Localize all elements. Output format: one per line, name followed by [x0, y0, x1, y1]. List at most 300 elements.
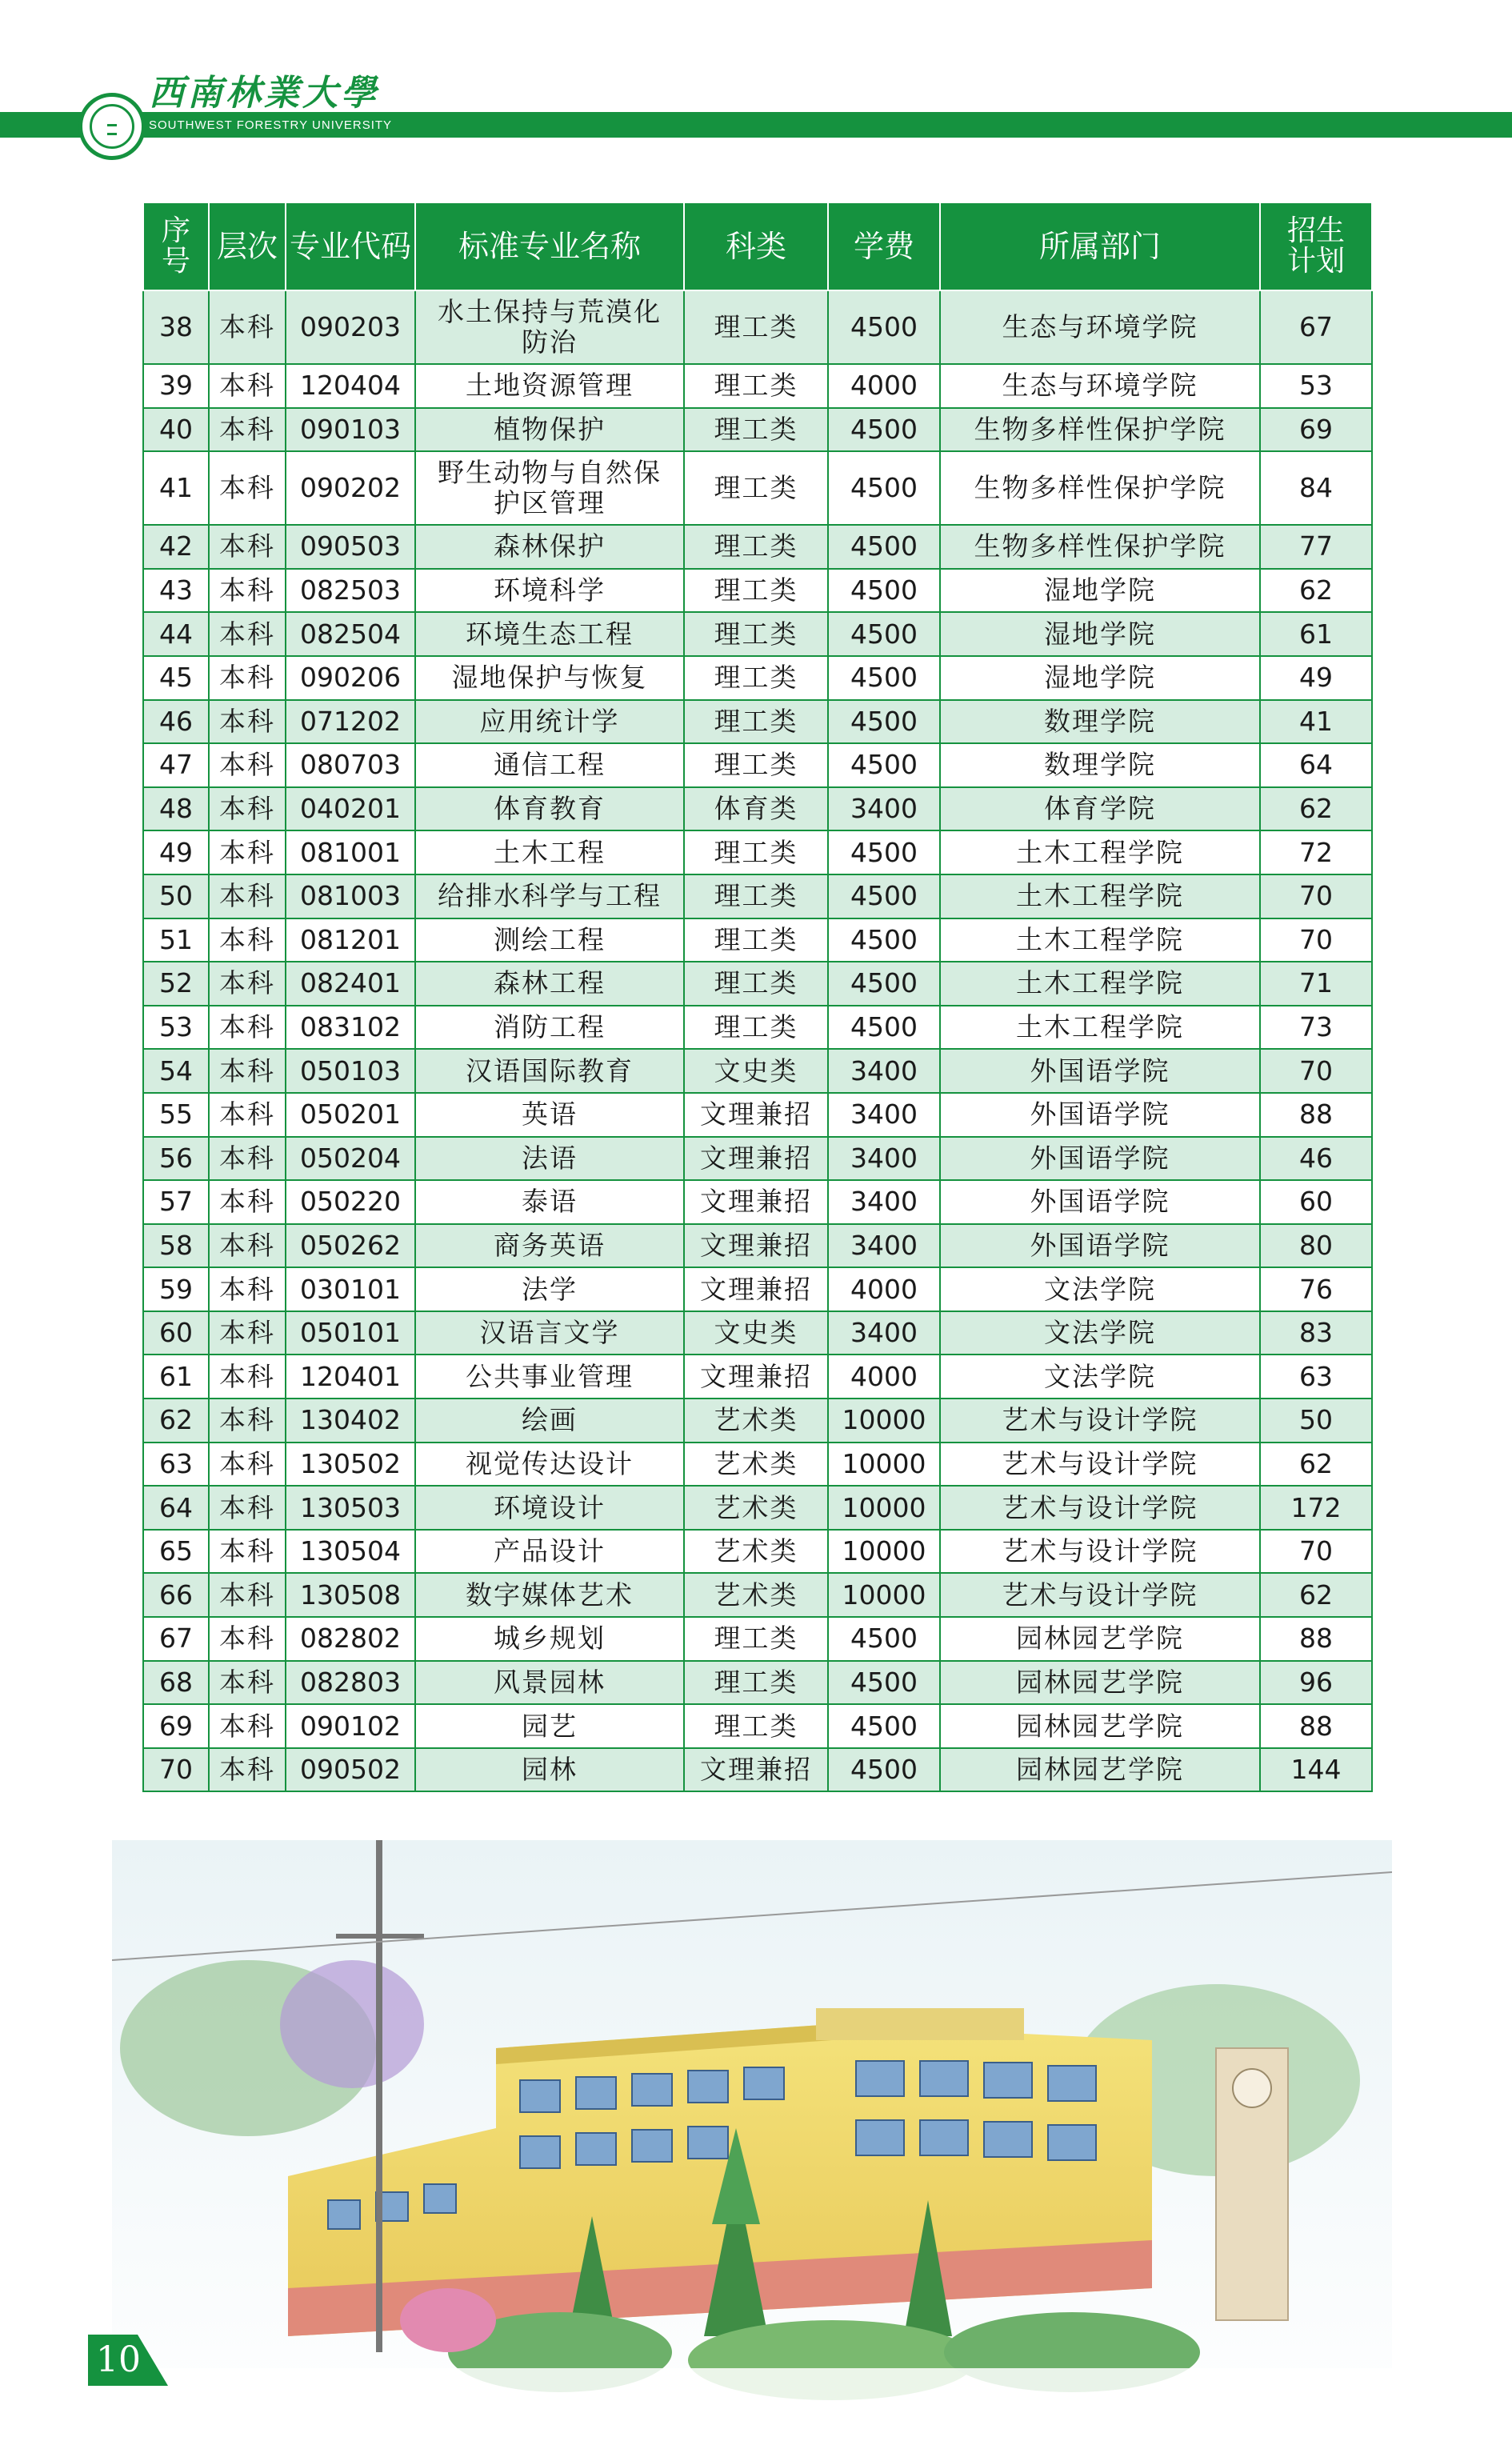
cell-code: 081201 — [286, 918, 415, 962]
cell-code: 050262 — [286, 1224, 415, 1268]
cell-tuition: 10000 — [828, 1399, 940, 1443]
cell-department: 生物多样性保护学院 — [940, 525, 1260, 569]
cell-level: 本科 — [209, 1486, 286, 1530]
cell-major-name: 消防工程 — [415, 1006, 684, 1050]
cell-category: 文理兼招 — [684, 1093, 828, 1137]
cell-index: 66 — [143, 1573, 209, 1617]
table-row — [143, 1180, 1372, 1224]
page-number: 10 — [96, 2339, 141, 2380]
cell-category: 文理兼招 — [684, 1137, 828, 1181]
table-row — [143, 612, 1372, 656]
university-seal-icon — [78, 93, 146, 160]
cell-level: 本科 — [209, 408, 286, 452]
table-row — [143, 918, 1372, 962]
cell-level: 本科 — [209, 1530, 286, 1574]
cell-index: 58 — [143, 1224, 209, 1268]
cell-category: 理工类 — [684, 364, 828, 408]
cell-index: 62 — [143, 1399, 209, 1443]
cell-level: 本科 — [209, 1704, 286, 1748]
cell-index: 64 — [143, 1486, 209, 1530]
cell-major-name: 园林 — [415, 1748, 684, 1792]
table-row — [143, 1355, 1372, 1399]
cell-category: 理工类 — [684, 656, 828, 700]
cell-tuition: 10000 — [828, 1486, 940, 1530]
cell-code: 050103 — [286, 1049, 415, 1093]
cell-code: 090206 — [286, 656, 415, 700]
university-name-cn: 西南林業大學 — [149, 73, 379, 114]
cell-tuition: 4500 — [828, 743, 940, 787]
cell-department: 湿地学院 — [940, 656, 1260, 700]
cell-category: 文理兼招 — [684, 1180, 828, 1224]
cell-major-name: 数字媒体艺术 — [415, 1573, 684, 1617]
cell-code: 090203 — [286, 290, 415, 364]
cell-quota: 60 — [1260, 1180, 1372, 1224]
table-row — [143, 364, 1372, 408]
col-header-department: 所属部门 — [940, 202, 1260, 290]
cell-level: 本科 — [209, 1617, 286, 1661]
table-header-row — [143, 202, 1372, 290]
cell-category: 文理兼招 — [684, 1224, 828, 1268]
cell-department: 艺术与设计学院 — [940, 1399, 1260, 1443]
cell-level: 本科 — [209, 874, 286, 918]
cell-department: 外国语学院 — [940, 1049, 1260, 1093]
cell-quota: 80 — [1260, 1224, 1372, 1268]
cell-index: 60 — [143, 1311, 209, 1355]
cell-major-name: 公共事业管理 — [415, 1355, 684, 1399]
cell-quota: 71 — [1260, 962, 1372, 1006]
cell-category: 文史类 — [684, 1311, 828, 1355]
cell-category: 理工类 — [684, 451, 828, 525]
cell-level: 本科 — [209, 787, 286, 831]
cell-major-name: 植物保护 — [415, 408, 684, 452]
cell-index: 41 — [143, 451, 209, 525]
cell-category: 理工类 — [684, 1704, 828, 1748]
table-row — [143, 1224, 1372, 1268]
cell-tuition: 4500 — [828, 408, 940, 452]
cell-department: 园林园艺学院 — [940, 1748, 1260, 1792]
table-row — [143, 1617, 1372, 1661]
cell-tuition: 4500 — [828, 1617, 940, 1661]
cell-department: 土木工程学院 — [940, 918, 1260, 962]
cell-index: 47 — [143, 743, 209, 787]
cell-quota: 50 — [1260, 1399, 1372, 1443]
cell-category: 理工类 — [684, 1661, 828, 1705]
cell-department: 生态与环境学院 — [940, 290, 1260, 364]
cell-quota: 88 — [1260, 1617, 1372, 1661]
table-row — [143, 1049, 1372, 1093]
cell-index: 67 — [143, 1617, 209, 1661]
cell-department: 艺术与设计学院 — [940, 1530, 1260, 1574]
cell-index: 46 — [143, 700, 209, 744]
cell-tuition: 4500 — [828, 700, 940, 744]
cell-level: 本科 — [209, 1137, 286, 1181]
cell-quota: 69 — [1260, 408, 1372, 452]
cell-index: 56 — [143, 1137, 209, 1181]
cell-quota: 70 — [1260, 874, 1372, 918]
cell-category: 艺术类 — [684, 1573, 828, 1617]
cell-quota: 62 — [1260, 1573, 1372, 1617]
cell-code: 130508 — [286, 1573, 415, 1617]
cell-department: 数理学院 — [940, 743, 1260, 787]
cell-quota: 70 — [1260, 1049, 1372, 1093]
cell-category: 文理兼招 — [684, 1748, 828, 1792]
cell-major-name: 湿地保护与恢复 — [415, 656, 684, 700]
cell-code: 090102 — [286, 1704, 415, 1748]
cell-code: 083102 — [286, 1006, 415, 1050]
cell-tuition: 3400 — [828, 1093, 940, 1137]
cell-tuition: 4500 — [828, 1748, 940, 1792]
cell-department: 土木工程学院 — [940, 1006, 1260, 1050]
cell-quota: 76 — [1260, 1267, 1372, 1311]
cell-major-name: 野生动物与自然保护区管理 — [415, 451, 684, 525]
cell-level: 本科 — [209, 1180, 286, 1224]
cell-quota: 83 — [1260, 1311, 1372, 1355]
cell-level: 本科 — [209, 1748, 286, 1792]
cell-tuition: 4500 — [828, 569, 940, 613]
cell-code: 082503 — [286, 569, 415, 613]
cell-tuition: 4500 — [828, 656, 940, 700]
cell-quota: 144 — [1260, 1748, 1372, 1792]
admissions-table — [142, 202, 1373, 1792]
cell-category: 理工类 — [684, 874, 828, 918]
cell-level: 本科 — [209, 1661, 286, 1705]
cell-department: 数理学院 — [940, 700, 1260, 744]
cell-level: 本科 — [209, 290, 286, 364]
cell-level: 本科 — [209, 1399, 286, 1443]
cell-quota: 88 — [1260, 1093, 1372, 1137]
cell-index: 68 — [143, 1661, 209, 1705]
cell-category: 艺术类 — [684, 1399, 828, 1443]
cell-tuition: 3400 — [828, 787, 940, 831]
table-row — [143, 787, 1372, 831]
cell-category: 理工类 — [684, 962, 828, 1006]
cell-department: 外国语学院 — [940, 1093, 1260, 1137]
header-text: 序 号 — [161, 214, 190, 278]
seal-inner-ring — [90, 104, 134, 149]
cell-code: 050201 — [286, 1093, 415, 1137]
cell-index: 38 — [143, 290, 209, 364]
cell-tuition: 4500 — [828, 918, 940, 962]
cell-major-name: 应用统计学 — [415, 700, 684, 744]
cell-quota: 49 — [1260, 656, 1372, 700]
cell-major-name: 城乡规划 — [415, 1617, 684, 1661]
table-row — [143, 290, 1372, 364]
cell-tuition: 4500 — [828, 962, 940, 1006]
table-row — [143, 1093, 1372, 1137]
cell-level: 本科 — [209, 656, 286, 700]
cell-quota: 70 — [1260, 1530, 1372, 1574]
cell-quota: 73 — [1260, 1006, 1372, 1050]
cell-code: 082803 — [286, 1661, 415, 1705]
cell-code: 081003 — [286, 874, 415, 918]
cell-department: 土木工程学院 — [940, 962, 1260, 1006]
cell-tuition: 4500 — [828, 1704, 940, 1748]
cell-department: 生物多样性保护学院 — [940, 451, 1260, 525]
table-row — [143, 1267, 1372, 1311]
cell-category: 理工类 — [684, 743, 828, 787]
cell-code: 130503 — [286, 1486, 415, 1530]
cell-department: 外国语学院 — [940, 1137, 1260, 1181]
cell-major-name: 产品设计 — [415, 1530, 684, 1574]
table-row — [143, 700, 1372, 744]
cell-code: 081001 — [286, 830, 415, 874]
cell-index: 57 — [143, 1180, 209, 1224]
cell-department: 生态与环境学院 — [940, 364, 1260, 408]
cell-department: 园林园艺学院 — [940, 1617, 1260, 1661]
table-row — [143, 1006, 1372, 1050]
cell-index: 63 — [143, 1443, 209, 1487]
cell-tuition: 3400 — [828, 1180, 940, 1224]
cell-tuition: 3400 — [828, 1311, 940, 1355]
cell-category: 艺术类 — [684, 1486, 828, 1530]
cell-category: 艺术类 — [684, 1443, 828, 1487]
cell-code: 082401 — [286, 962, 415, 1006]
table-row — [143, 1704, 1372, 1748]
cell-index: 65 — [143, 1530, 209, 1574]
cell-category: 理工类 — [684, 830, 828, 874]
cell-level: 本科 — [209, 1093, 286, 1137]
cell-level: 本科 — [209, 1355, 286, 1399]
cell-index: 69 — [143, 1704, 209, 1748]
cell-tuition: 3400 — [828, 1137, 940, 1181]
cell-major-name: 土木工程 — [415, 830, 684, 874]
cell-quota: 77 — [1260, 525, 1372, 569]
cell-index: 53 — [143, 1006, 209, 1050]
cell-quota: 84 — [1260, 451, 1372, 525]
cell-tuition: 4500 — [828, 830, 940, 874]
cell-quota: 67 — [1260, 290, 1372, 364]
cell-quota: 62 — [1260, 787, 1372, 831]
cell-tuition: 3400 — [828, 1224, 940, 1268]
cell-code: 030101 — [286, 1267, 415, 1311]
cell-level: 本科 — [209, 1049, 286, 1093]
cell-major-name: 环境生态工程 — [415, 612, 684, 656]
cell-tuition: 3400 — [828, 1049, 940, 1093]
cell-code: 080703 — [286, 743, 415, 787]
col-header-code: 专业代码 — [286, 202, 415, 290]
col-header-tuition: 学费 — [828, 202, 940, 290]
cell-quota: 46 — [1260, 1137, 1372, 1181]
cell-code: 090103 — [286, 408, 415, 452]
cell-tuition: 10000 — [828, 1573, 940, 1617]
cell-major-name: 法学 — [415, 1267, 684, 1311]
cell-quota: 96 — [1260, 1661, 1372, 1705]
cell-code: 082802 — [286, 1617, 415, 1661]
cell-category: 理工类 — [684, 1617, 828, 1661]
cell-quota: 63 — [1260, 1355, 1372, 1399]
cell-code: 130502 — [286, 1443, 415, 1487]
cell-index: 59 — [143, 1267, 209, 1311]
cell-quota: 62 — [1260, 1443, 1372, 1487]
table-row — [143, 1443, 1372, 1487]
cell-index: 55 — [143, 1093, 209, 1137]
cell-tuition: 10000 — [828, 1530, 940, 1574]
cell-department: 湿地学院 — [940, 569, 1260, 613]
table-row — [143, 830, 1372, 874]
cell-quota: 72 — [1260, 830, 1372, 874]
table-row — [143, 1399, 1372, 1443]
cell-level: 本科 — [209, 1311, 286, 1355]
table-row — [143, 569, 1372, 613]
cell-major-name: 绘画 — [415, 1399, 684, 1443]
cell-code: 130402 — [286, 1399, 415, 1443]
cell-level: 本科 — [209, 1006, 286, 1050]
cell-level: 本科 — [209, 962, 286, 1006]
cell-level: 本科 — [209, 830, 286, 874]
cell-major-name: 英语 — [415, 1093, 684, 1137]
header-text: 招生 计划 — [1286, 214, 1345, 278]
cell-major-name: 水土保持与荒漠化防治 — [415, 290, 684, 364]
cell-department: 文法学院 — [940, 1355, 1260, 1399]
cell-category: 理工类 — [684, 1006, 828, 1050]
admissions-table-container — [142, 202, 1371, 1792]
cell-major-name: 环境科学 — [415, 569, 684, 613]
cell-department: 湿地学院 — [940, 612, 1260, 656]
table-row — [143, 1661, 1372, 1705]
cell-department: 文法学院 — [940, 1267, 1260, 1311]
cell-tuition: 4500 — [828, 612, 940, 656]
cell-major-name: 汉语言文学 — [415, 1311, 684, 1355]
cell-tuition: 4000 — [828, 1355, 940, 1399]
cell-index: 43 — [143, 569, 209, 613]
cell-quota: 70 — [1260, 918, 1372, 962]
cell-category: 理工类 — [684, 569, 828, 613]
cell-tuition: 4500 — [828, 1006, 940, 1050]
cell-major-name: 环境设计 — [415, 1486, 684, 1530]
cell-code: 040201 — [286, 787, 415, 831]
cell-level: 本科 — [209, 918, 286, 962]
cell-code: 082504 — [286, 612, 415, 656]
cell-department: 文法学院 — [940, 1311, 1260, 1355]
cell-category: 文理兼招 — [684, 1355, 828, 1399]
cell-category: 理工类 — [684, 612, 828, 656]
cell-level: 本科 — [209, 700, 286, 744]
cell-major-name: 土地资源管理 — [415, 364, 684, 408]
cell-quota: 172 — [1260, 1486, 1372, 1530]
cell-level: 本科 — [209, 743, 286, 787]
cell-level: 本科 — [209, 1573, 286, 1617]
cell-category: 艺术类 — [684, 1530, 828, 1574]
table-row — [143, 743, 1372, 787]
cell-code: 120401 — [286, 1355, 415, 1399]
cell-department: 体育学院 — [940, 787, 1260, 831]
cell-department: 土木工程学院 — [940, 874, 1260, 918]
cell-major-name: 园艺 — [415, 1704, 684, 1748]
col-header-quota — [1260, 202, 1372, 290]
cell-index: 40 — [143, 408, 209, 452]
table-row — [143, 962, 1372, 1006]
cell-category: 理工类 — [684, 700, 828, 744]
cell-department: 外国语学院 — [940, 1180, 1260, 1224]
cell-category: 理工类 — [684, 408, 828, 452]
university-name-en: SOUTHWEST FORESTRY UNIVERSITY — [149, 118, 393, 132]
page-header — [0, 0, 1512, 160]
cell-index: 39 — [143, 364, 209, 408]
cell-tuition: 10000 — [828, 1443, 940, 1487]
cell-code: 090202 — [286, 451, 415, 525]
cell-tuition: 4500 — [828, 525, 940, 569]
cell-level: 本科 — [209, 525, 286, 569]
cell-category: 文理兼招 — [684, 1267, 828, 1311]
cell-index: 70 — [143, 1748, 209, 1792]
table-row — [143, 1311, 1372, 1355]
cell-index: 51 — [143, 918, 209, 962]
table-row — [143, 874, 1372, 918]
cell-code: 090502 — [286, 1748, 415, 1792]
cell-level: 本科 — [209, 451, 286, 525]
cell-level: 本科 — [209, 1224, 286, 1268]
cell-department: 艺术与设计学院 — [940, 1443, 1260, 1487]
table-body — [143, 290, 1372, 1791]
seal-mark — [107, 124, 117, 135]
cell-level: 本科 — [209, 1267, 286, 1311]
cell-quota: 62 — [1260, 569, 1372, 613]
cell-index: 49 — [143, 830, 209, 874]
cell-major-name: 视觉传达设计 — [415, 1443, 684, 1487]
cell-department: 园林园艺学院 — [940, 1704, 1260, 1748]
cell-major-name: 给排水科学与工程 — [415, 874, 684, 918]
cell-tuition: 4500 — [828, 290, 940, 364]
table-row — [143, 451, 1372, 525]
cell-category: 体育类 — [684, 787, 828, 831]
cell-major-name: 风景园林 — [415, 1661, 684, 1705]
cell-major-name: 汉语国际教育 — [415, 1049, 684, 1093]
cell-index: 50 — [143, 874, 209, 918]
table-row — [143, 656, 1372, 700]
col-header-major-name: 标准专业名称 — [415, 202, 684, 290]
table-row — [143, 1486, 1372, 1530]
col-header-level: 层次 — [209, 202, 286, 290]
cell-code: 120404 — [286, 364, 415, 408]
cell-major-name: 商务英语 — [415, 1224, 684, 1268]
cell-code: 050220 — [286, 1180, 415, 1224]
cell-code: 090503 — [286, 525, 415, 569]
cell-index: 44 — [143, 612, 209, 656]
cell-code: 130504 — [286, 1530, 415, 1574]
cell-category: 理工类 — [684, 525, 828, 569]
cell-category: 文史类 — [684, 1049, 828, 1093]
cell-major-name: 泰语 — [415, 1180, 684, 1224]
cell-major-name: 通信工程 — [415, 743, 684, 787]
cell-quota: 61 — [1260, 612, 1372, 656]
table-row — [143, 525, 1372, 569]
cell-index: 42 — [143, 525, 209, 569]
cell-tuition: 4500 — [828, 874, 940, 918]
cell-tuition: 4500 — [828, 1661, 940, 1705]
cell-tuition: 4500 — [828, 451, 940, 525]
cell-index: 54 — [143, 1049, 209, 1093]
cell-index: 45 — [143, 656, 209, 700]
cell-level: 本科 — [209, 1443, 286, 1487]
cell-quota: 64 — [1260, 743, 1372, 787]
table-row — [143, 1137, 1372, 1181]
cell-level: 本科 — [209, 569, 286, 613]
table-row — [143, 408, 1372, 452]
cell-major-name: 森林工程 — [415, 962, 684, 1006]
cell-tuition: 4000 — [828, 364, 940, 408]
cell-tuition: 4000 — [828, 1267, 940, 1311]
cell-department: 艺术与设计学院 — [940, 1573, 1260, 1617]
table-row — [143, 1530, 1372, 1574]
cell-department: 土木工程学院 — [940, 830, 1260, 874]
cell-level: 本科 — [209, 364, 286, 408]
col-header-category: 科类 — [684, 202, 828, 290]
cell-category: 理工类 — [684, 290, 828, 364]
cell-index: 61 — [143, 1355, 209, 1399]
cell-index: 52 — [143, 962, 209, 1006]
cell-index: 48 — [143, 787, 209, 831]
cell-code: 050101 — [286, 1311, 415, 1355]
